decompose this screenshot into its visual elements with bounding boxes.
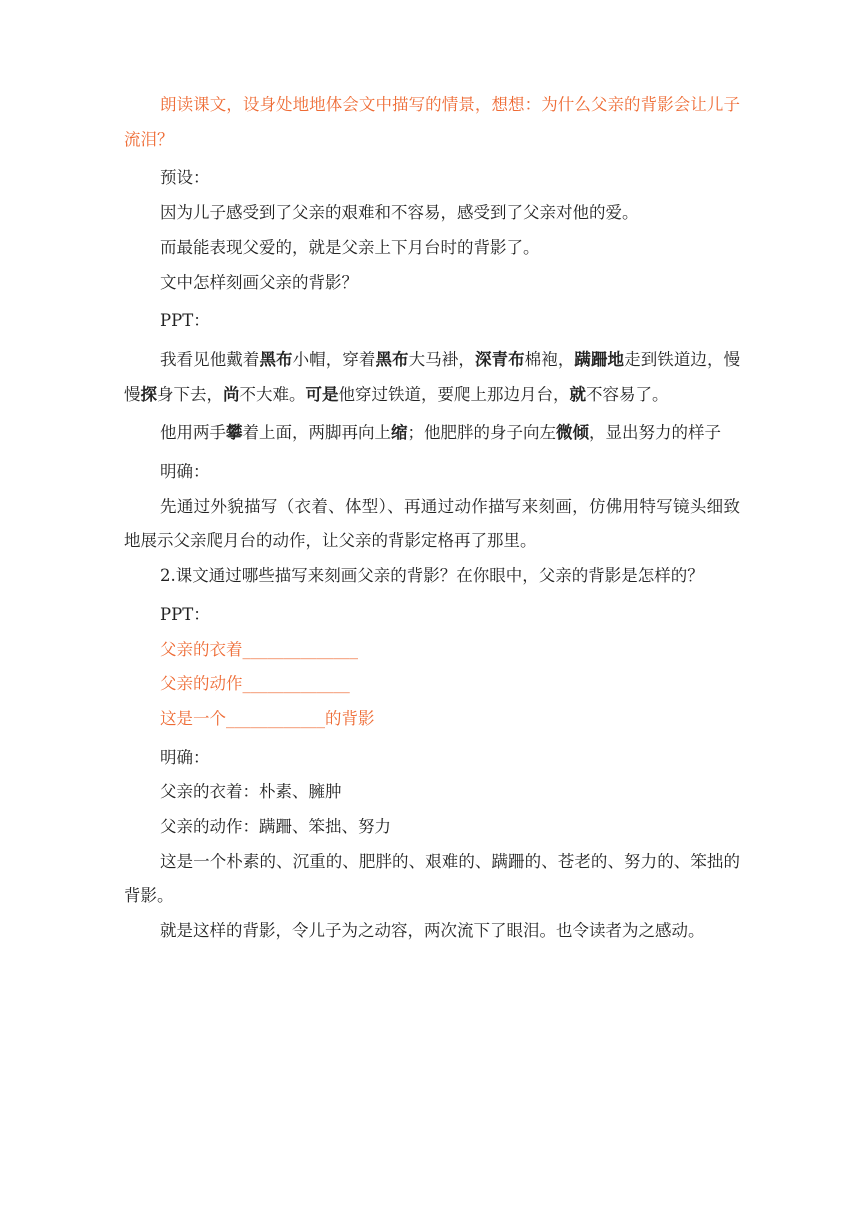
quote-text: 不容易了。 [586, 384, 669, 404]
question-1: 朗读课文，设身处地地体会文中描写的情景，想想：为什么父亲的背影会让儿子流泪？ [124, 95, 740, 149]
quote-emphasis: 攀 [226, 423, 243, 443]
ppt-label-2: PPT： [160, 604, 210, 624]
preset-answer-2: 而最能表现父爱的，就是父亲上下月台时的背影了。 [160, 237, 540, 257]
quote-text: 身下去， [157, 384, 223, 404]
quote-text: 他穿过铁道，要爬上那边月台， [338, 384, 570, 404]
quote-emphasis: 缩 [391, 423, 408, 443]
question-2: 2.课文通过哪些描写来刻画父亲的背影？在你眼中，父亲的背影是怎样的？ [160, 566, 704, 586]
clear-answer-1: 先通过外貌描写（衣着、体型）、再通过动作描写来刻画，仿佛用特写镜头细致地展示父亲爬月台的动作，让父亲的背影定格再了那里。 [124, 496, 740, 551]
quote-text: 着上面，两脚再向上 [242, 423, 391, 443]
clear-label-1: 明确： [160, 462, 210, 482]
document-body [124, 88, 740, 949]
preset-label: 预设： [160, 168, 210, 188]
answer-summary: 这是一个朴素的、沉重的、肥胖的、艰难的、蹒跚的、苍老的、努力的、笨拙的背影。 [124, 851, 740, 906]
preset-answer-1: 因为儿子感受到了父亲的艰难和不容易，感受到了父亲对他的爱。 [160, 203, 639, 223]
fill-blank-summary: 这是一个____________的背影 [160, 708, 375, 728]
fill-blank-action: 父亲的动作_____________ [160, 674, 350, 694]
question-how: 文中怎样刻画父亲的背影？ [160, 272, 358, 292]
quote-emphasis: 尚 [223, 384, 240, 404]
quote-paragraph-2 [124, 416, 740, 451]
answer-clothing: 父亲的衣着：朴素、臃肿 [160, 782, 342, 802]
quote-paragraph-1 [124, 343, 740, 412]
quote-emphasis: 探 [140, 384, 157, 404]
answer-action: 父亲的动作：蹒跚、笨拙、努力 [160, 817, 391, 837]
quote-emphasis: 蹒跚地 [574, 349, 625, 369]
fill-blank-clothing: 父亲的衣着______________ [160, 639, 358, 659]
quote-emphasis: 就 [569, 384, 586, 404]
quote-text: 小帽，穿着 [292, 349, 376, 369]
quote-text: ；他肥胖的身子向左 [407, 423, 556, 443]
quote-text: 我看见他戴着 [160, 349, 260, 369]
quote-text: 他用两手 [160, 423, 226, 443]
quote-emphasis: 深青布 [474, 349, 525, 369]
quote-emphasis: 黑布 [259, 349, 293, 369]
ppt-label-1: PPT： [160, 311, 210, 331]
quote-emphasis: 黑布 [375, 349, 409, 369]
quote-text: 不大难。 [239, 384, 306, 404]
quote-emphasis: 微倾 [556, 423, 589, 443]
quote-text: 棉袍， [524, 349, 575, 369]
quote-emphasis: 可是 [305, 384, 339, 404]
quote-text: ，显出努力的样子 [589, 423, 721, 443]
answer-conclusion: 就是这样的背影，令儿子为之动容，两次流下了眼泪。也令读者为之感动。 [160, 921, 705, 941]
quote-text: 大马褂， [408, 349, 475, 369]
clear-label-2: 明确： [160, 747, 210, 767]
quote-text: 走到铁道边，慢慢 [124, 349, 741, 404]
